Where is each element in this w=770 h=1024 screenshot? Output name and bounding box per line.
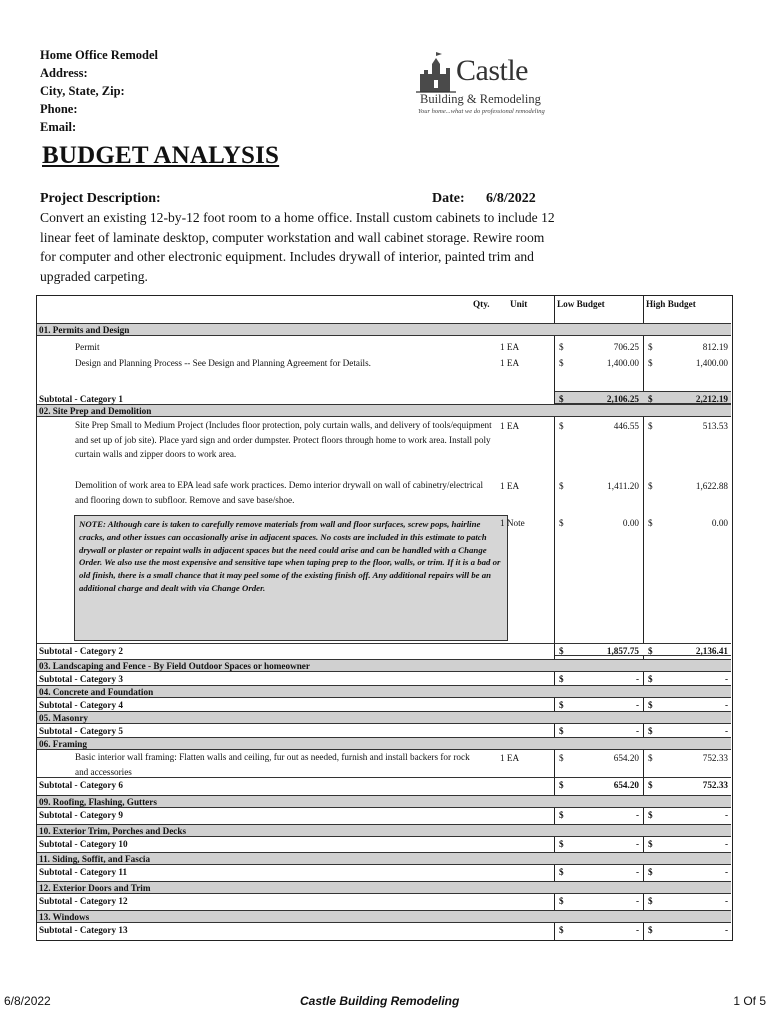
line-item-qty: 1 EA — [500, 342, 520, 352]
email-label: Email: — [40, 120, 77, 134]
high-value: 0.00 — [711, 518, 728, 528]
currency: $ — [559, 481, 564, 491]
line-item-qty: 1 EA — [500, 358, 520, 368]
currency: $ — [559, 700, 564, 710]
subtotal-high: - — [724, 867, 728, 877]
logo-sub: Building & Remodeling — [420, 92, 541, 106]
project-description: Convert an existing 12-by-12 foot room to a home office. Install custom cabinets to include 12 linear feet of laminate desktop, computer workstation and wall cabinet storage. Rewire room for computer and other electronic equipment. Includes drywall of interior, painted trim and upgraded carpeting. — [40, 210, 555, 284]
subtotal-label: Subtotal - Category 2 — [39, 646, 123, 656]
subtotal-label: Subtotal - Category 11 — [39, 867, 128, 877]
high-budget-header: High Budget — [646, 299, 696, 309]
high-value: 1,622.88 — [695, 481, 728, 491]
line-item-desc: Permit — [75, 342, 100, 352]
currency: $ — [559, 674, 564, 684]
category-title: 02. Site Prep and Demolition — [39, 406, 152, 416]
currency: $ — [559, 394, 564, 404]
currency: $ — [559, 726, 564, 736]
currency: $ — [559, 646, 564, 656]
line-item-desc: Design and Planning Process -- See Design and Planning Agreement for Details. — [75, 358, 371, 368]
subtotal-high: - — [724, 810, 728, 820]
subtotal-label: Subtotal - Category 12 — [39, 896, 128, 906]
subtotal-label: Subtotal - Category 10 — [39, 839, 128, 849]
low-value: 1,411.20 — [607, 481, 639, 491]
line-item-qty: 1 EA — [500, 481, 520, 491]
currency: $ — [648, 394, 653, 404]
currency: $ — [648, 646, 653, 656]
currency: $ — [648, 753, 653, 763]
subtotal-high: 2,212.19 — [695, 394, 728, 404]
castle-icon — [416, 52, 458, 94]
line-item-desc: Demolition of work area to EPA lead safe work practices. Demo interior drywall on wall of cabinetry/electrical and flooring down to subfloor. Remove and save base/shoe. — [75, 480, 484, 505]
currency: $ — [648, 896, 653, 906]
phone-label: Phone: — [40, 102, 78, 116]
project-description-label: Project Description: — [40, 191, 161, 206]
footer-date: 6/8/2022 — [4, 994, 51, 1008]
category-title: 11. Siding, Soffit, and Fascia — [39, 854, 151, 864]
qty-header: Qty. — [473, 299, 490, 309]
currency: $ — [559, 421, 564, 431]
currency: $ — [648, 358, 653, 368]
currency: $ — [648, 518, 653, 528]
city-label: City, State, Zip: — [40, 84, 125, 98]
low-value: 446.55 — [613, 421, 639, 431]
line-item-desc: Basic interior wall framing: Flatten walls and ceiling, fur out as needed, furnish and install backers for rock and accessories — [75, 752, 470, 777]
low-value: 1,400.00 — [606, 358, 639, 368]
budget-table — [36, 295, 733, 941]
category-title: 04. Concrete and Foundation — [39, 687, 154, 697]
subtotal-low: 1,857.75 — [606, 646, 639, 656]
project-name: Home Office Remodel — [40, 48, 159, 62]
category-title: 10. Exterior Trim, Porches and Decks — [39, 826, 187, 836]
low-value: 654.20 — [613, 753, 639, 763]
subtotal-low: - — [635, 726, 639, 736]
subtotal-label: Subtotal - Category 5 — [39, 726, 123, 736]
subtotal-low: - — [635, 674, 639, 684]
subtotal-label: Subtotal - Category 13 — [39, 925, 128, 935]
category-band — [37, 323, 731, 336]
subtotal-label: Subtotal - Category 4 — [39, 700, 123, 710]
subtotal-high: 752.33 — [702, 780, 728, 790]
subtotal-label: Subtotal - Category 6 — [39, 780, 123, 790]
currency: $ — [648, 674, 653, 684]
subtotal-low: 2,106.25 — [606, 394, 639, 404]
subtotal-high: - — [724, 674, 728, 684]
subtotal-low: 654.20 — [613, 780, 639, 790]
subtotal-low: - — [635, 896, 639, 906]
line-item-qty: 1 EA — [500, 421, 520, 431]
currency: $ — [559, 358, 564, 368]
currency: $ — [559, 518, 564, 528]
subtotal-high: - — [724, 726, 728, 736]
subtotal-low: - — [635, 839, 639, 849]
currency: $ — [559, 925, 564, 935]
subtotal-label: Subtotal - Category 1 — [39, 394, 123, 404]
currency: $ — [559, 896, 564, 906]
currency: $ — [648, 726, 653, 736]
category-title: 03. Landscaping and Fence - By Field Outdoor Spaces or homeowner — [39, 661, 310, 671]
subtotal-low: - — [635, 925, 639, 935]
category-title: 13. Windows — [39, 912, 90, 922]
category-band — [37, 910, 731, 923]
currency: $ — [648, 421, 653, 431]
category-title: 12. Exterior Doors and Trim — [39, 883, 151, 893]
date-label: Date: — [432, 191, 465, 206]
note-box: NOTE: Although care is taken to carefully remove materials from wall and floor surfaces, screw pops, hairline cracks, and other issues can occasionally arise in adjacent spaces. No costs are included in this estimate to patch drywall or plaster or repaint walls in adjacent spaces but the need could arise and can be handled with a Change Order. We also use the most expensive and sensitive tape when taping prep to the floor, walls, or trim. If it is a bad or old finish, there is a small chance that it may peel some of the existing finish off. Any additional repairs will be an additional charge and dealt with via Change Order. — [74, 515, 508, 641]
high-value: 812.19 — [702, 342, 728, 352]
footer-page: 1 Of 5 — [733, 994, 766, 1008]
contact-header — [40, 46, 158, 136]
line-item-qty: 1 EA — [500, 753, 520, 763]
currency: $ — [559, 810, 564, 820]
category-title: 01. Permits and Design — [39, 325, 130, 335]
divider — [37, 643, 555, 644]
page-title: BUDGET ANALYSIS — [42, 142, 280, 169]
subtotal-low: - — [635, 867, 639, 877]
high-value: 1,400.00 — [695, 358, 728, 368]
subtotal-low: - — [635, 700, 639, 710]
category-title: 06. Framing — [39, 739, 87, 749]
subtotal-label: Subtotal - Category 3 — [39, 674, 123, 684]
high-value: 513.53 — [702, 421, 728, 431]
low-value: 706.25 — [613, 342, 639, 352]
currency: $ — [559, 780, 564, 790]
currency: $ — [648, 342, 653, 352]
currency: $ — [559, 867, 564, 877]
line-item-qty: 1 Note — [500, 518, 525, 528]
divider — [37, 777, 731, 778]
category-title: 09. Roofing, Flashing, Gutters — [39, 797, 157, 807]
category-title: 05. Masonry — [39, 713, 88, 723]
subtotal-high: - — [724, 700, 728, 710]
logo-name: Castle — [456, 54, 528, 87]
low-budget-header: Low Budget — [557, 299, 605, 309]
category-band — [37, 711, 731, 724]
subtotal-high: - — [724, 896, 728, 906]
company-logo — [416, 52, 546, 122]
currency: $ — [559, 342, 564, 352]
currency: $ — [559, 839, 564, 849]
date-value: 6/8/2022 — [486, 191, 536, 206]
currency: $ — [559, 753, 564, 763]
subtotal-label: Subtotal - Category 9 — [39, 810, 123, 820]
low-value: 0.00 — [622, 518, 639, 528]
footer-company: Castle Building Remodeling — [300, 994, 460, 1008]
address-label: Address: — [40, 66, 88, 80]
currency: $ — [648, 810, 653, 820]
currency: $ — [648, 867, 653, 877]
currency: $ — [648, 780, 653, 790]
logo-tagline: Your home...what we do professional remodeling — [418, 108, 545, 115]
subtotal-high: - — [724, 925, 728, 935]
category-band — [37, 737, 731, 750]
currency: $ — [648, 925, 653, 935]
currency: $ — [648, 839, 653, 849]
currency: $ — [648, 481, 653, 491]
subtotal-low: - — [635, 810, 639, 820]
high-value: 752.33 — [702, 753, 728, 763]
line-item-desc: Site Prep Small to Medium Project (Includes floor protection, poly curtain walls, and delivery of tools/equipment and set up of job site). Place yard sign and order dumpster. Protect floors through home to work area. Install poly curtain walls and zipper doors to work area. — [75, 420, 492, 459]
unit-header: Unit — [510, 299, 528, 309]
subtotal-high: 2,136.41 — [695, 646, 728, 656]
currency: $ — [648, 700, 653, 710]
subtotal-high: - — [724, 839, 728, 849]
